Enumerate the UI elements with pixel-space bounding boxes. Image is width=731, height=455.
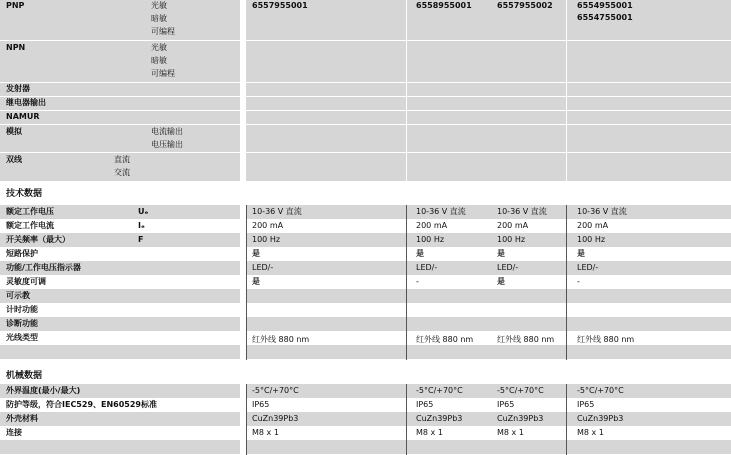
tech-value: LED/- — [497, 263, 519, 272]
tech-value: 红外线 880 nm — [416, 335, 474, 344]
part-number-4: 6554955001 6554755001 — [577, 1, 633, 22]
tech-value: 10-36 V 直流 — [577, 207, 627, 216]
tech-value: 是 — [416, 249, 424, 258]
top-table — [0, 0, 731, 181]
tech-label: 计时功能 — [6, 305, 38, 314]
column-divider — [246, 384, 247, 455]
tech-value: 是 — [252, 277, 260, 286]
mech-value: -5°C/+70°C — [577, 386, 624, 395]
row-label-npn: NPN — [6, 43, 26, 52]
mech-value: IP65 — [577, 400, 595, 409]
part-number-2: 6558955001 — [416, 1, 472, 10]
tech-value: 是 — [577, 249, 585, 258]
column-divider — [240, 0, 246, 181]
mech-value: M8 x 1 — [497, 428, 524, 437]
column-divider — [566, 205, 567, 360]
npn-sub-1: 光敏 — [151, 43, 167, 52]
column-divider — [566, 384, 567, 455]
tech-value: 200 mA — [497, 221, 529, 230]
column-divider — [406, 205, 407, 360]
tech-label: 光线类型 — [6, 333, 38, 342]
mech-value: -5°C/+70°C — [252, 386, 299, 395]
tech-value: 100 Hz — [416, 235, 445, 244]
row-label-analog: 模拟 — [6, 127, 22, 136]
row-bg — [0, 345, 731, 359]
tech-label: 灵敏度可调 — [6, 277, 46, 286]
tech-label: 短路保护 — [6, 249, 38, 258]
tech-value: 200 mA — [416, 221, 448, 230]
mech-label: 外壳材料 — [6, 414, 38, 423]
tech-value: 200 mA — [252, 221, 284, 230]
tech-value: 100 Hz — [497, 235, 526, 244]
tech-label: 额定工作电流 — [6, 221, 54, 230]
mech-value: M8 x 1 — [416, 428, 443, 437]
row-label-relay: 继电器输出 — [6, 98, 46, 107]
tech-value: 红外线 880 nm — [577, 335, 635, 344]
tech-label: 诊断功能 — [6, 319, 38, 328]
mech-value: M8 x 1 — [577, 428, 604, 437]
part-number-1: 6557955001 — [252, 1, 308, 10]
tech-table — [0, 205, 731, 360]
tech-symbol: Iₑ — [138, 221, 145, 230]
tech-label: 开关频率（最大） — [6, 235, 70, 244]
column-divider — [406, 384, 407, 455]
column-divider — [406, 0, 407, 181]
column-divider — [566, 0, 567, 181]
tech-value: - — [416, 277, 419, 286]
part-number-3: 6557955002 — [497, 1, 553, 10]
two-wire-sub-2: 交流 — [114, 168, 130, 177]
mech-value: -5°C/+70°C — [497, 386, 544, 395]
tech-value: 是 — [252, 249, 260, 258]
row-divider — [0, 82, 731, 83]
mech-value: M8 x 1 — [252, 428, 279, 437]
section-title-mech: 机械数据 — [6, 371, 43, 381]
tech-value: 是 — [497, 277, 505, 286]
mech-value: IP65 — [252, 400, 270, 409]
npn-sub-3: 可编程 — [151, 69, 175, 78]
two-wire-sub-1: 直流 — [114, 155, 130, 164]
mech-value: IP65 — [497, 400, 515, 409]
tech-value: LED/- — [577, 263, 599, 272]
mech-value: CuZn39Pb3 — [252, 414, 299, 423]
row-label-namur: NAMUR — [6, 112, 40, 121]
tech-value: 红外线 880 nm — [252, 335, 310, 344]
tech-value: 10-36 V 直流 — [497, 207, 547, 216]
row-divider — [0, 40, 731, 41]
row-bg — [0, 233, 731, 247]
row-bg — [0, 317, 731, 331]
analog-sub-1: 电流输出 — [151, 127, 183, 136]
mech-value: CuZn39Pb3 — [416, 414, 463, 423]
row-divider — [0, 124, 731, 125]
row-divider — [0, 110, 731, 111]
tech-label: 可示教 — [6, 291, 30, 300]
tech-value: 红外线 880 nm — [497, 335, 555, 344]
mech-value: CuZn39Pb3 — [497, 414, 544, 423]
tech-label: 功能/工作电压指示器 — [6, 263, 81, 272]
pnp-sub-3: 可编程 — [151, 27, 175, 36]
pnp-sub-1: 光敏 — [151, 1, 167, 10]
tech-value: 是 — [497, 249, 505, 258]
tech-value: - — [577, 277, 580, 286]
section-title-tech: 技术数据 — [6, 189, 43, 199]
tech-value: LED/- — [252, 263, 274, 272]
npn-sub-2: 暗敏 — [151, 56, 167, 65]
row-divider — [0, 96, 731, 97]
row-label-two-wire: 双线 — [6, 155, 22, 164]
mech-label: 外界温度(最小/最大) — [6, 386, 81, 395]
mech-table — [0, 384, 731, 455]
tech-symbol: F — [138, 235, 144, 244]
row-label-emitter: 发射器 — [6, 84, 30, 93]
mech-value: CuZn39Pb3 — [577, 414, 624, 423]
tech-symbol: Uₑ — [138, 207, 149, 216]
pnp-sub-2: 暗敏 — [151, 14, 167, 23]
tech-value: 100 Hz — [577, 235, 606, 244]
tech-value: LED/- — [416, 263, 438, 272]
tech-value: 200 mA — [577, 221, 609, 230]
column-divider — [246, 205, 247, 360]
row-bg — [0, 289, 731, 303]
mech-label: 防护等级，符合IEC529、EN60529标准 — [6, 400, 158, 409]
tech-value: 10-36 V 直流 — [252, 207, 302, 216]
mech-label: 连接 — [6, 428, 22, 437]
row-bg — [0, 261, 731, 275]
row-divider — [0, 152, 731, 153]
tech-label: 额定工作电压 — [6, 207, 54, 216]
mech-value: -5°C/+70°C — [416, 386, 463, 395]
tech-value: 10-36 V 直流 — [416, 207, 466, 216]
row-label-pnp: PNP — [6, 1, 25, 10]
tech-value: 100 Hz — [252, 235, 281, 244]
row-bg — [0, 440, 731, 454]
analog-sub-2: 电压输出 — [151, 140, 183, 149]
mech-value: IP65 — [416, 400, 434, 409]
